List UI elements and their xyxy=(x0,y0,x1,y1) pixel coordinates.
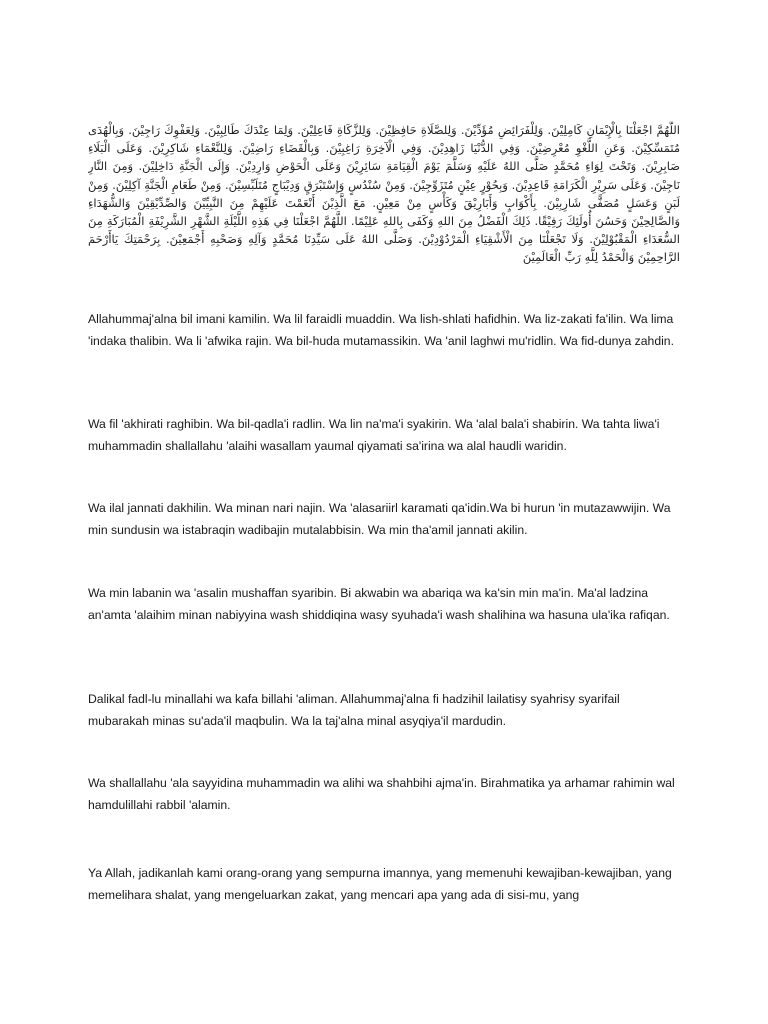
paragraph-1: Allahummaj'alna bil imani kamilin. Wa lil faraidli muaddin. Wa lish-shlati hafidhin. Wa liz-zakati fa'ilin. Wa lima 'indaka thalibin. Wa li 'afwika rajin. Wa bil-huda mutamassikin. Wa 'anil laghwi mu'ridlin. Wa fid-dunya zahdin. xyxy=(88,312,674,348)
paragraph-6: Wa shallallahu 'ala sayyidina muhammadin wa alihi wa shahbihi ajma'in. Birahmatika ya arhamar rahimin wal hamdulillahi rabbil 'alamin. xyxy=(88,776,675,812)
paragraph-7: Ya Allah, jadikanlah kami orang-orang yang sempurna imannya, yang memenuhi kewajiban-kewajiban, yang memelihara shalat, yang mengeluarkan zakat, yang mencari apa yang ada di sisi-mu, yang xyxy=(88,866,672,902)
paragraph-3: Wa ilal jannati dakhilin. Wa minan nari najin. Wa 'alasariirl karamati qa'idin.Wa bi hurun 'in mutazawwijin. Wa min sundusin wa istabraqin wadibajin mutalabbisin. Wa min tha'amil jannati akilin. xyxy=(88,501,671,537)
paragraph-5: Dalikal fadl-lu minallahi wa kafa billahi 'aliman. Allahummaj'alna fi hadzihil lailatisy syahrisy syarifail mubarakah minas su'ada'il maqbulin. Wa la taj'alna minal asyqiya'il mardudin. xyxy=(88,692,620,728)
arabic-prayer-text: اللَّهُمَّ اجْعَلْنَا بِالْإِيْمَانِ كَامِلِيْنَ. وَلِلْفَرَائِضِ مُؤَدِّيْنَ. وَلِلصَّلَاةِ حَافِظِيْنَ. وَلِلزَّكَاةِ فَاعِلِيْنَ. وَلِمَا عِنْدَكَ طَالِبِيْنَ. وَلِعَفْوِكَ رَاجِيْنَ. وَبِالْهُدَى مُتَمَسِّكِيْنَ. وَعَنِ اللَّغْوِ مُعْرِضِيْنَ. وَفِي الدُّنْيَا زَاهِدِيْنَ. وَفِي الْآخِرَةِ رَاغِبِيْنَ. وَبِالْقَضَاءِ رَاضِيْنَ. وَلِلنَّعْمَاءِ شَاكِرِيْنَ. وَعَلَى الْبَلَاءِ صَابِرِيْنَ. وَتَحْتَ لِوَاءِ مُحَمَّدٍ صَلَّى اللهُ عَلَيْهِ وَسَلَّمَ يَوْمَ الْقِيَامَةِ سَائِرِيْنَ وَعَلَى الْحَوْضِ وَارِدِيْنَ. وَإِلَى الْجَنَّةِ دَاخِلِيْنَ. وَمِنَ النَّارِ نَاجِيْنَ. وَعَلَى سَرِيْرِ الْكَرَامَةِ قَاعِدِيْنَ. وَبِحُوْرٍ عِيْنٍ مُتَزَوِّجِيْنَ. وَمِنْ سُنْدُسٍ وَإِسْتَبْرَقٍ وَدِيْبَاجٍ مُتَلَبِّسِيْنَ. وَمِنْ طَعَامِ الْجَنَّةِ آكِلِيْنَ. وَمِنْ لَبَنٍ وَعَسَلٍ مُصَفًّى شَارِبِيْنَ. بِأَكْوَابٍ وَأَبَارِيْقَ وَكَأْسٍ مِنْ مَعِيْنٍ. مَعَ الَّذِيْنَ أَنْعَمْتَ عَلَيْهِمْ مِنَ النَّبِيِّيْنَ وَالصِّدِّيْقِيْنَ وَالشُّهَدَاءِ وَالصَّالِحِيْنَ وَحَسُنَ أُولَئِكَ رَفِيْقًا. ذَلِكَ الْفَضْلُ مِنَ اللهِ وَكَفَى بِاللهِ عَلِيْمًا. اللَّهُمَّ اجْعَلْنَا فِي هَذِهِ اللَّيْلَةِ الشَّهْرِ الشَّرِيْفَةِ الْمُبَارَكَةِ مِنَ السُّعَدَاءِ الْمَقْبُوْلِيْنَ. وَلَا تَجْعَلْنَا مِنَ الْأَشْقِيَاءِ الْمَرْدُوْدِيْنَ. وَصَلَّى اللهُ عَلَى سَيِّدِنَا مُحَمَّدٍ وَآلِهِ وَصَحْبِهِ أَجْمَعِيْنَ. بِرَحْمَتِكَ يَاأَرْحَمَ الرَّاحِمِيْنَ وَالْحَمْدُ لِلَّهِ رَبِّ الْعَالَمِيْنَ xyxy=(88,123,680,265)
paragraph-2: Wa fil 'akhirati raghibin. Wa bil-qadla'i radlin. Wa lin na'ma'i syakirin. Wa 'alal bala'i shabirin. Wa tahta liwa'i muhammadin shallallahu 'alaihi wasallam yaumal qiyamati sa'irina wa alal haudli waridin. xyxy=(88,417,660,453)
paragraph-4: Wa min labanin wa 'asalin mushaffan syaribin. Bi akwabin wa abariqa wa ka'sin min ma'in. Ma'al ladzina an'amta 'alaihim minan nabiyyina wash shiddiqina wasy syuhada'i wash shalihina wa hasuna ula'ika rafiqan. xyxy=(88,586,670,622)
